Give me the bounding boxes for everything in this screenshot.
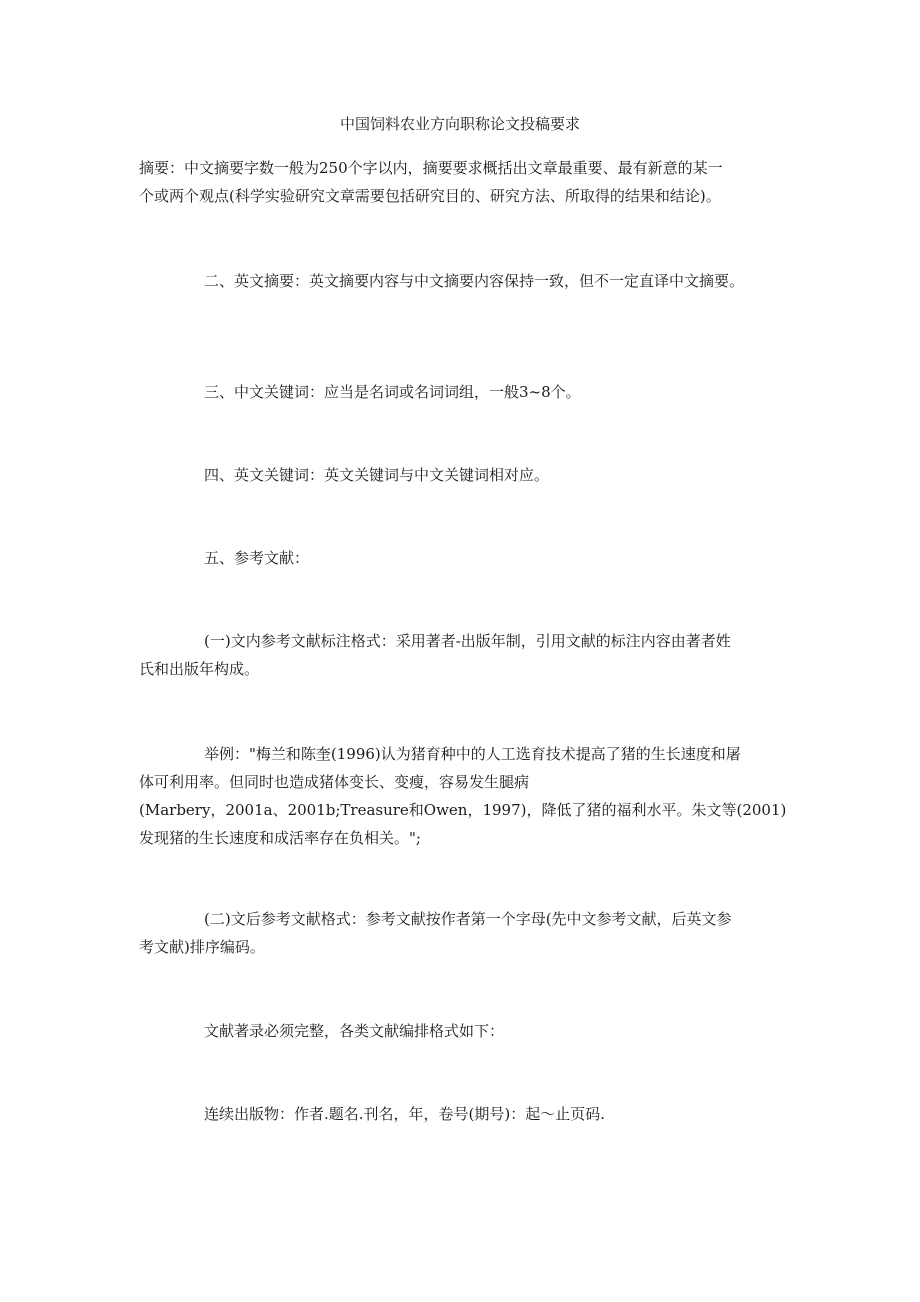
text-line: 四、英文关键词：英文关键词与中文关键词相对应。 (204, 466, 550, 484)
paragraph-serial (204, 1100, 605, 1128)
paragraph-abstract-cn (139, 154, 723, 210)
text-line: 氏和出版年构成。 (139, 660, 260, 678)
text-line: (Marbery，2001a、2001b;Treasure和Owen，1997)，降低了猪的福利水平。朱文等(2001) (139, 801, 787, 819)
text-line: 举例："梅兰和陈奎(1996)认为猪育种中的人工选育技术提高了猪的生长速度和屠 (204, 745, 741, 763)
text-line: 二、英文摘要：英文摘要内容与中文摘要内容保持一致，但不一定直译中文摘要。 (204, 272, 745, 290)
text-line: 考文献)排序编码。 (139, 938, 265, 956)
paragraph-example (139, 740, 786, 852)
text-line: 连续出版物：作者.题名.刊名，年，卷号(期号)：起～止页码. (204, 1105, 606, 1123)
paragraph-ref-after-text (139, 905, 732, 961)
document-title: 中国饲料农业方向职称论文投稿要求 (339, 115, 580, 133)
text-line: (二)文后参考文献格式：参考文献按作者第一个字母(先中文参考文献，后英文参 (204, 910, 732, 928)
text-line: 五、参考文献： (204, 549, 310, 567)
text-line: (一)文内参考文献标注格式：采用著者-出版年制，引用文献的标注内容由著者姓 (204, 632, 731, 650)
paragraph-references (204, 544, 309, 572)
text-line: 发现猪的生长速度和成活率存在负相关。"; (139, 829, 421, 847)
text-line: 三、中文关键词：应当是名词或名词词组，一般3~8个。 (204, 383, 581, 401)
text-line: 文献著录必须完整，各类文献编排格式如下： (204, 1022, 505, 1040)
paragraph-ref-complete (204, 1017, 504, 1045)
paragraph-keywords-cn (204, 378, 581, 406)
paragraph-ref-in-text (139, 627, 731, 683)
text-line: 体可利用率。但同时也造成猪体变长、变瘦，容易发生腿病 (139, 773, 530, 791)
paragraph-abstract-en (204, 267, 744, 295)
text-line: 摘要：中文摘要字数一般为250个字以内，摘要要求概括出文章最重要、最有新意的某一 (139, 159, 723, 177)
paragraph-keywords-en (204, 461, 549, 489)
text-line: 个或两个观点(科学实验研究文章需要包括研究目的、研究方法、所取得的结果和结论)。 (139, 187, 721, 205)
